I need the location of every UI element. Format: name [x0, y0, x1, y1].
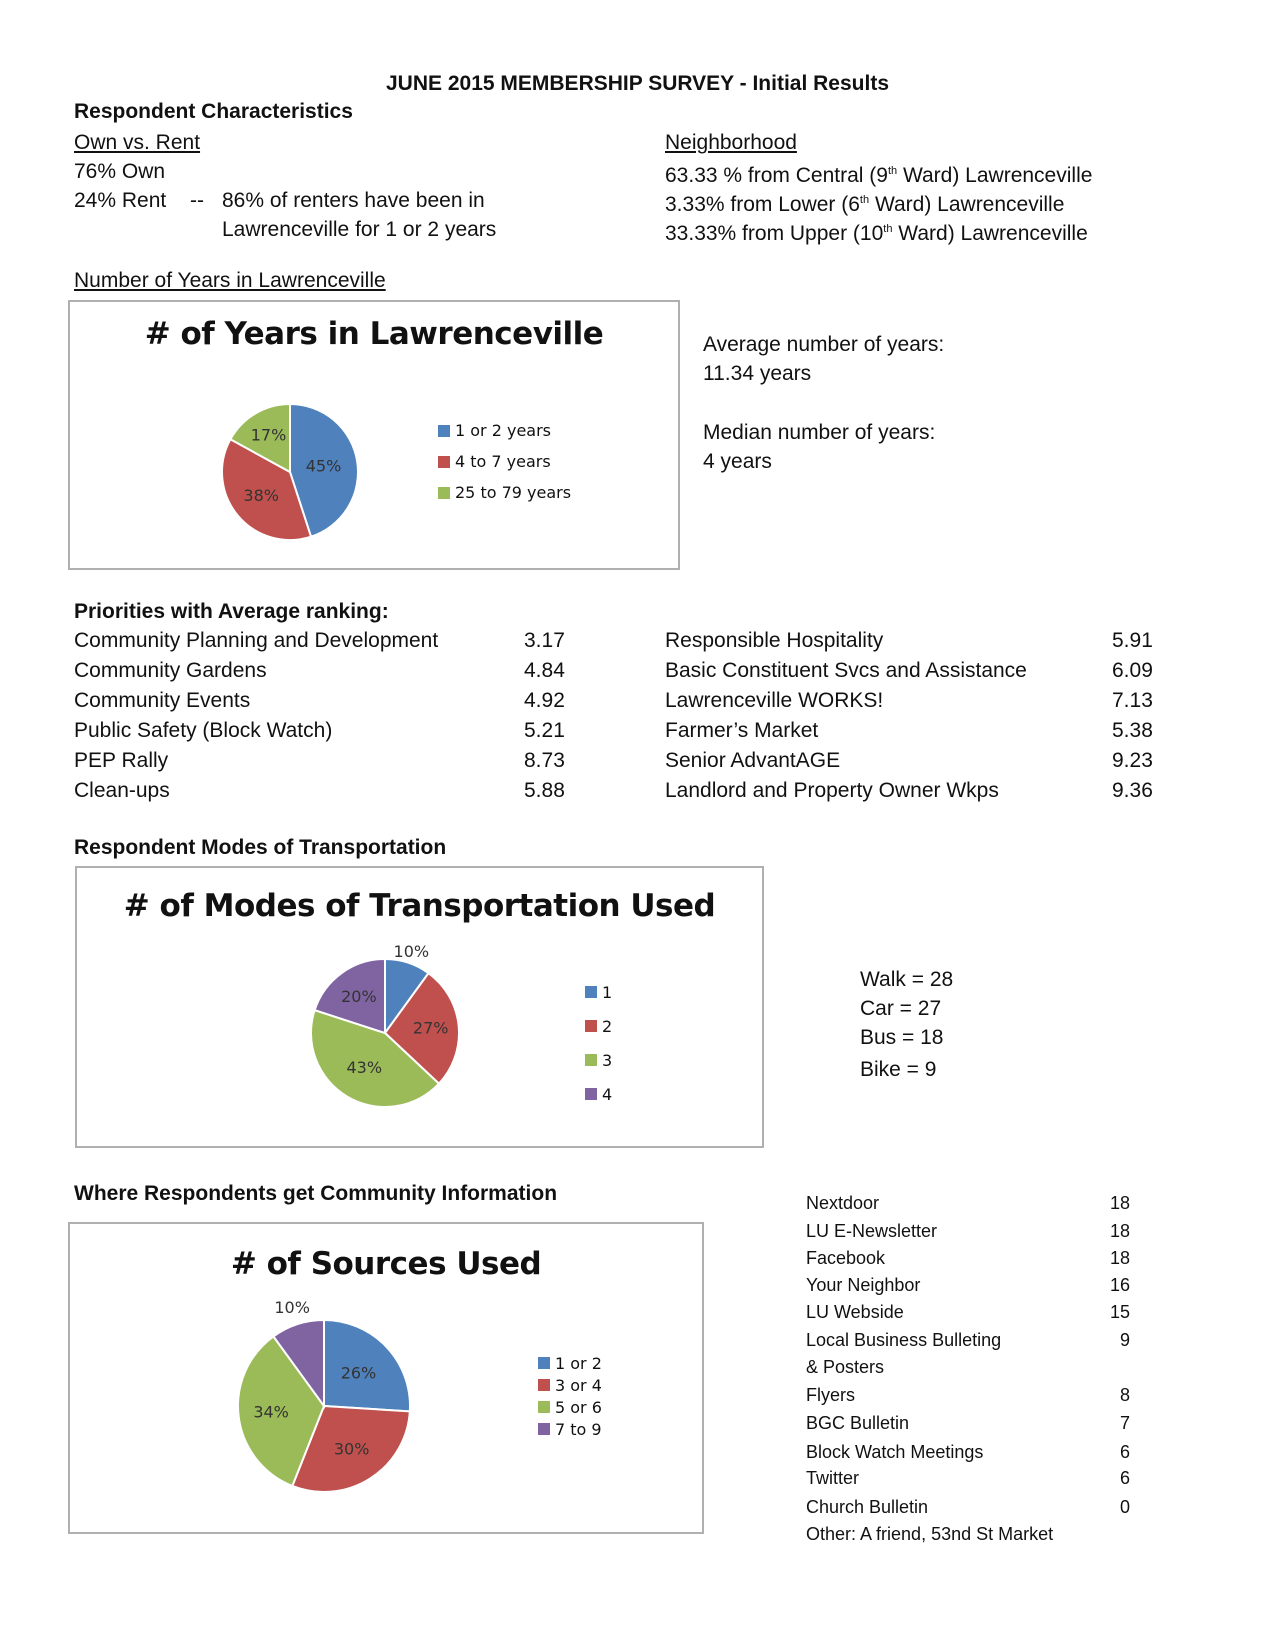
legend-swatch [585, 1020, 597, 1032]
pie-label: 17% [250, 425, 287, 445]
priority-value: 5.21 [524, 719, 565, 742]
years-legend [438, 415, 571, 508]
priority-label: Public Safety (Block Watch) [74, 719, 333, 742]
priority-label: Landlord and Property Owner Wkps [665, 779, 999, 802]
priority-value: 6.09 [1112, 659, 1153, 682]
source-label: BGC Bulletin [806, 1413, 910, 1433]
priority-label: Basic Constituent Svcs and Assistance [665, 659, 1027, 682]
priority-value: 5.88 [524, 779, 565, 802]
median-years-label: Median number of years: [703, 421, 936, 444]
source-label: Facebook [806, 1248, 886, 1268]
legend-item [585, 1043, 612, 1077]
priority-label: Community Events [74, 689, 251, 712]
priority-value: 7.13 [1112, 689, 1153, 712]
legend-item [538, 1396, 602, 1418]
source-count: 6 [1119, 1468, 1130, 1488]
legend-item [438, 477, 571, 508]
legend-label: 1 or 2 years [455, 421, 552, 440]
priority-value: 5.38 [1112, 719, 1153, 742]
priorities-heading: Priorities with Average ranking: [74, 600, 389, 623]
legend-item [538, 1418, 602, 1440]
walk-count: Walk = 28 [860, 968, 954, 991]
pie-label: 26% [340, 1363, 377, 1383]
neighborhood-lower: 3.33% from Lower (6th Ward) Lawrenceville [665, 193, 1065, 216]
own-value: 76% Own [74, 160, 166, 183]
pie-label: 10% [274, 1297, 310, 1317]
pie-label: 30% [333, 1439, 370, 1459]
rent-note-1: 86% of renters have been in [222, 189, 485, 212]
source-count: 6 [1119, 1442, 1130, 1462]
chart-title: # of Years in Lawrenceville [144, 316, 604, 352]
legend-label: 4 [602, 1084, 613, 1104]
legend-swatch [538, 1401, 550, 1413]
source-label: Flyers [806, 1385, 855, 1405]
source-label: LU Webside [806, 1302, 904, 1322]
neighborhood-heading: Neighborhood [665, 131, 797, 154]
legend-item [438, 415, 571, 446]
transport-pie [305, 942, 465, 1113]
priority-label: Responsible Hospitality [665, 629, 884, 652]
sources-pie [224, 1297, 424, 1506]
source-count: 18 [1109, 1193, 1130, 1213]
priority-value: 8.73 [524, 749, 565, 772]
source-label: LU E-Newsletter [806, 1221, 938, 1241]
source-label: Nextdoor [806, 1193, 880, 1213]
legend-swatch [438, 487, 450, 499]
legend-swatch [538, 1357, 550, 1369]
source-label: Twitter [806, 1468, 860, 1488]
pie-label: 27% [412, 1018, 449, 1038]
median-years-value: 4 years [703, 450, 772, 473]
source-count: 18 [1109, 1248, 1130, 1268]
chart-title: # of Modes of Transportation Used [123, 888, 716, 924]
priority-value: 5.91 [1112, 629, 1153, 652]
page-title: JUNE 2015 MEMBERSHIP SURVEY - Initial Results [386, 72, 889, 95]
legend-swatch [438, 456, 450, 468]
legend-item [438, 446, 571, 477]
pie-label: 45% [305, 456, 342, 476]
legend-label: 1 or 2 [555, 1353, 602, 1373]
legend-label: 2 [602, 1016, 613, 1036]
legend-item [538, 1352, 602, 1374]
pie-label: 20% [341, 987, 377, 1007]
legend-item [585, 1009, 612, 1043]
sources-chart [68, 1222, 704, 1534]
rent-note-2: Lawrenceville for 1 or 2 years [222, 218, 497, 241]
years-heading: Number of Years in Lawrenceville [74, 269, 386, 292]
own-rent-heading: Own vs. Rent [74, 131, 201, 154]
respondent-heading: Respondent Characteristics [74, 100, 353, 123]
pie-label: 38% [243, 485, 279, 505]
legend-swatch [538, 1423, 550, 1435]
car-count: Car = 27 [860, 997, 942, 1020]
priority-value: 9.23 [1112, 749, 1153, 772]
priority-value: 4.92 [524, 689, 565, 712]
avg-years-value: 11.34 years [703, 362, 812, 385]
legend-label: 25 to 79 years [455, 483, 572, 502]
rent-dash: -- [190, 189, 204, 212]
priority-value: 3.17 [524, 629, 565, 652]
sources-legend [538, 1352, 602, 1440]
priority-value: 4.84 [524, 659, 565, 682]
years-chart [68, 300, 680, 570]
legend-label: 4 to 7 years [455, 452, 551, 471]
years-pie [210, 392, 370, 552]
source-count: 7 [1119, 1413, 1130, 1433]
bike-count: Bike = 9 [860, 1058, 937, 1081]
priority-label: PEP Rally [74, 749, 169, 772]
source-count: 8 [1119, 1385, 1130, 1405]
priority-label: Lawrenceville WORKS! [665, 689, 884, 712]
source-label: Block Watch Meetings [806, 1442, 984, 1462]
priority-label: Community Gardens [74, 659, 267, 682]
source-label: & Posters [806, 1357, 885, 1377]
legend-label: 3 [602, 1050, 613, 1070]
legend-swatch [585, 986, 597, 998]
source-label: Your Neighbor [806, 1275, 921, 1295]
pie-label: 34% [253, 1402, 289, 1422]
legend-label: 1 [602, 982, 613, 1002]
legend-swatch [585, 1088, 597, 1100]
source-count: 9 [1119, 1330, 1130, 1350]
source-label: Other: A friend, 53nd St Market [806, 1524, 1054, 1544]
source-label: Church Bulletin [806, 1497, 929, 1517]
priority-label: Clean-ups [74, 779, 170, 802]
legend-swatch [438, 425, 450, 437]
legend-swatch [585, 1054, 597, 1066]
info-heading: Where Respondents get Community Information [74, 1182, 558, 1205]
neighborhood-central: 63.33 % from Central (9th Ward) Lawrenceville [665, 164, 1093, 187]
pie-label: 43% [346, 1058, 383, 1078]
legend-label: 3 or 4 [555, 1375, 602, 1395]
priority-label: Senior AdvantAGE [665, 749, 841, 772]
source-count: 15 [1109, 1302, 1130, 1322]
legend-item [585, 975, 612, 1009]
legend-label: 5 or 6 [555, 1397, 602, 1417]
neighborhood-upper: 33.33% from Upper (10th Ward) Lawrenceville [665, 222, 1088, 245]
transport-chart [75, 866, 764, 1148]
rent-value: 24% Rent [74, 189, 167, 212]
transport-heading: Respondent Modes of Transportation [74, 836, 447, 859]
source-label: Local Business Bulleting [806, 1330, 1002, 1350]
legend-label: 7 to 9 [555, 1419, 602, 1439]
pie-label: 10% [393, 942, 430, 962]
bus-count: Bus = 18 [860, 1026, 944, 1049]
legend-item [538, 1374, 602, 1396]
legend-swatch [538, 1379, 550, 1391]
priority-value: 9.36 [1112, 779, 1153, 802]
avg-years-label: Average number of years: [703, 333, 945, 356]
transport-legend [585, 975, 612, 1111]
priority-label: Farmer’s Market [665, 719, 819, 742]
source-count: 18 [1109, 1221, 1130, 1241]
legend-item [585, 1077, 612, 1111]
source-count: 16 [1109, 1275, 1130, 1295]
priority-label: Community Planning and Development [74, 629, 439, 652]
chart-title: # of Sources Used [230, 1246, 542, 1282]
source-count: 0 [1119, 1497, 1130, 1517]
